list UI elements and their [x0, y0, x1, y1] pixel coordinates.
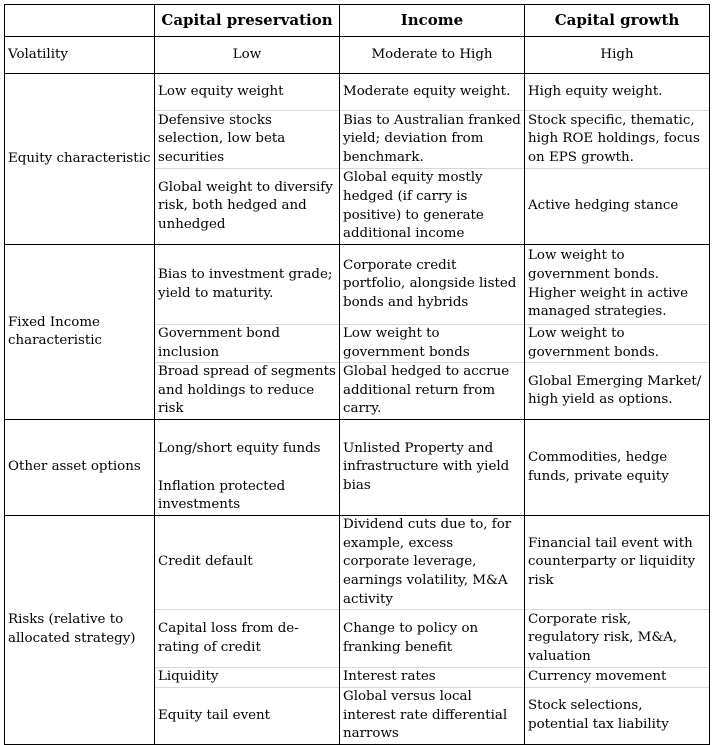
section-label-equity: Equity characteristic — [5, 74, 155, 245]
table-cell: Global equity mostly hedged (if carry is positive) to generate additional income — [340, 169, 525, 245]
table-cell: Stock specific, thematic, high ROE holdings, focus on EPS growth. — [525, 111, 710, 169]
strategy-table-container — [4, 4, 710, 745]
strategy-comparison-table — [4, 4, 710, 745]
table-cell: Government bond inclusion — [155, 325, 340, 363]
table-row — [5, 420, 710, 478]
table-cell: Long/short equity funds — [155, 420, 340, 478]
table-cell: Liquidity — [155, 668, 340, 688]
volatility-row — [5, 37, 710, 74]
table-cell: Bias to Australian franked yield; deviation from benchmark. — [340, 111, 525, 169]
header-capital-growth: Capital growth — [525, 5, 710, 37]
table-cell: Defensive stocks selection, low beta securities — [155, 111, 340, 169]
table-cell: Interest rates — [340, 668, 525, 688]
table-row — [5, 74, 710, 111]
table-cell: Corporate credit portfolio, alongside listed bonds and hybrids — [340, 245, 525, 325]
table-cell: Corporate risk, regulatory risk, M&A, valuation — [525, 610, 710, 668]
table-cell: Low weight to government bonds. Higher weight in active managed strategies. — [525, 245, 710, 325]
section-label-risks: Risks (relative to allocated strategy) — [5, 516, 155, 745]
table-cell: Equity tail event — [155, 688, 340, 745]
table-cell: Broad spread of segments and holdings to reduce risk — [155, 363, 340, 420]
table-cell: Low equity weight — [155, 74, 340, 111]
table-cell: Financial tail event with counterparty or liquidity risk — [525, 516, 710, 610]
table-cell: Global versus local interest rate differential narrows — [340, 688, 525, 745]
table-cell: High equity weight. — [525, 74, 710, 111]
volatility-income: Moderate to High — [340, 37, 525, 74]
header-blank — [5, 5, 155, 37]
volatility-capital-preservation: Low — [155, 37, 340, 74]
header-income: Income — [340, 5, 525, 37]
table-cell: Unlisted Property and infrastructure with yield bias — [340, 420, 525, 516]
table-cell: Currency movement — [525, 668, 710, 688]
table-cell: Credit default — [155, 516, 340, 610]
table-cell: Dividend cuts due to, for example, excess corporate leverage, earnings volatility, M&A activity — [340, 516, 525, 610]
table-cell: Commodities, hedge funds, private equity — [525, 420, 710, 516]
table-cell: Global weight to diversify risk, both hedged and unhedged — [155, 169, 340, 245]
header-capital-preservation: Capital preservation — [155, 5, 340, 37]
volatility-label: Volatility — [5, 37, 155, 74]
table-cell: Change to policy on franking benefit — [340, 610, 525, 668]
table-cell: Global Emerging Market/ high yield as options. — [525, 363, 710, 420]
table-cell: Bias to investment grade; yield to maturity. — [155, 245, 340, 325]
table-cell: Stock selections, potential tax liability — [525, 688, 710, 745]
table-row — [5, 245, 710, 325]
table-cell: Active hedging stance — [525, 169, 710, 245]
section-label-fixed-income: Fixed Income characteristic — [5, 245, 155, 420]
table-cell: Moderate equity weight. — [340, 74, 525, 111]
table-cell: Inflation protected investments — [155, 478, 340, 516]
table-cell: Capital loss from de-rating of credit — [155, 610, 340, 668]
header-row — [5, 5, 710, 37]
table-cell: Global hedged to accrue additional return from carry. — [340, 363, 525, 420]
table-cell: Low weight to government bonds — [340, 325, 525, 363]
table-row — [5, 516, 710, 610]
table-cell: Low weight to government bonds. — [525, 325, 710, 363]
section-label-other-assets: Other asset options — [5, 420, 155, 516]
volatility-capital-growth: High — [525, 37, 710, 74]
